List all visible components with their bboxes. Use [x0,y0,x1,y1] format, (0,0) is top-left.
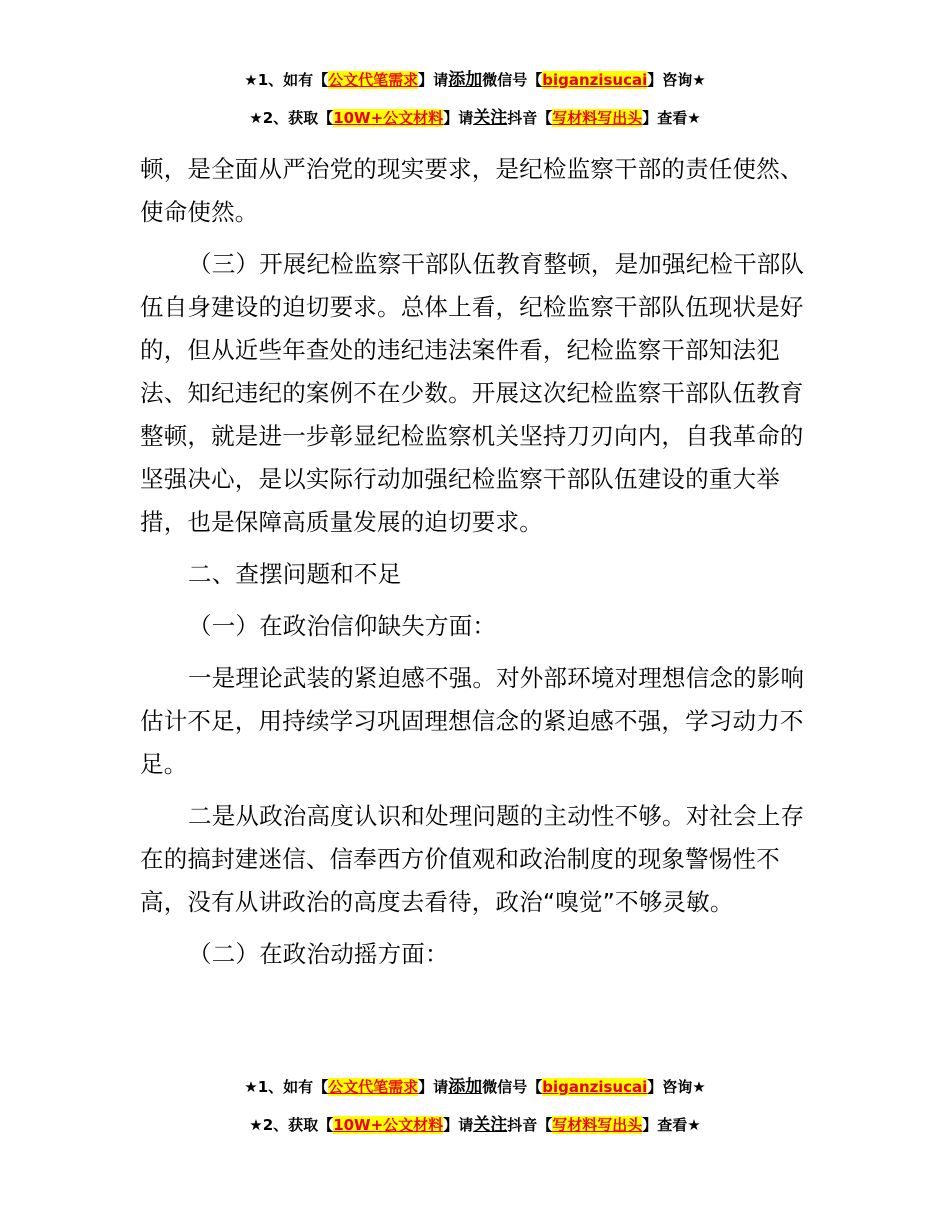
promo-wechat-id-link[interactable]: biganzisucai [542,1078,648,1096]
footer-promo-line-2 [0,1115,950,1135]
paragraph: 二是从政治高度认识和处理问题的主动性不够。对社会上存在的搞封建迷信、信奉西方价值观和政治制度的现象警惕性不高，没有从讲政治的高度去看待，政治“嗅觉”不够灵敏。 [140,802,805,916]
promo-text: 】咨询★ [647,1078,706,1096]
promo-text: 】请 [418,71,449,89]
promo-text: 抖音【 [507,1116,553,1134]
paragraph: （三）开展纪检监察干部队伍教育整顿，是加强纪检干部队伍自身建设的迫切要求。总体上看，纪检监察干部队伍现状是好的，但从近些年查处的违纪违法案件看，纪检监察干部知法犯法、知纪违纪的案例不在少数。开展这次纪检监察干部队伍教育整顿，就是进一步彰显纪检监察机关坚持刀刃向内，自我革命的坚强决心，是以实际行动加强纪检监察干部队伍建设的重大举措，也是保障高质量发展的迫切要求。 [140,250,805,536]
promo-text: 】请 [443,109,474,127]
header-promo-line-2 [0,108,950,128]
promo-text: 】请 [418,1078,449,1096]
footer-promo-line-1 [0,1077,950,1097]
promo-text: 】查看★ [642,1116,701,1134]
promo-wechat-id-link[interactable]: biganzisucai [542,71,648,89]
promo-text: 】查看★ [642,109,701,127]
promo-douyin-link[interactable]: 写材料写出头 [552,1116,643,1134]
promo-underlined-text: 添加 [448,70,483,90]
document-body [140,148,815,985]
subsection-heading: （一）在政治信仰缺失方面： [188,612,497,640]
promo-highlight-link[interactable]: 公文代笔需求 [328,71,419,89]
promo-text: ★2、获取【 [249,1116,334,1134]
paragraph: 顿，是全面从严治党的现实要求，是纪检监察干部的责任使然、使命使然。 [140,155,804,226]
promo-text: 微信号【 [482,1078,543,1096]
section-heading: 二、查摆问题和不足 [188,560,402,588]
promo-highlight-link[interactable]: 公文代笔需求 [328,1078,419,1096]
promo-highlight-link[interactable]: 10W+公文材料 [333,1116,444,1134]
promo-text: 】咨询★ [647,71,706,89]
promo-text: ★1、如有【 [244,1078,329,1096]
header-promo-line-1 [0,70,950,90]
promo-text: ★1、如有【 [244,71,329,89]
promo-text: ★2、获取【 [249,109,334,127]
promo-douyin-link[interactable]: 写材料写出头 [552,109,643,127]
promo-text: 】请 [443,1116,474,1134]
paragraph: 一是理论武装的紧迫感不强。对外部环境对理想信念的影响估计不足，用持续学习巩固理想信念的紧迫感不强，学习动力不足。 [140,664,805,778]
subsection-heading: （二）在政治动摇方面： [188,940,449,968]
promo-text: 抖音【 [507,109,553,127]
promo-text: 微信号【 [482,71,543,89]
promo-underlined-text: 关注 [473,108,508,128]
promo-highlight-link[interactable]: 10W+公文材料 [333,109,444,127]
promo-underlined-text: 关注 [473,1115,508,1135]
promo-underlined-text: 添加 [448,1077,483,1097]
